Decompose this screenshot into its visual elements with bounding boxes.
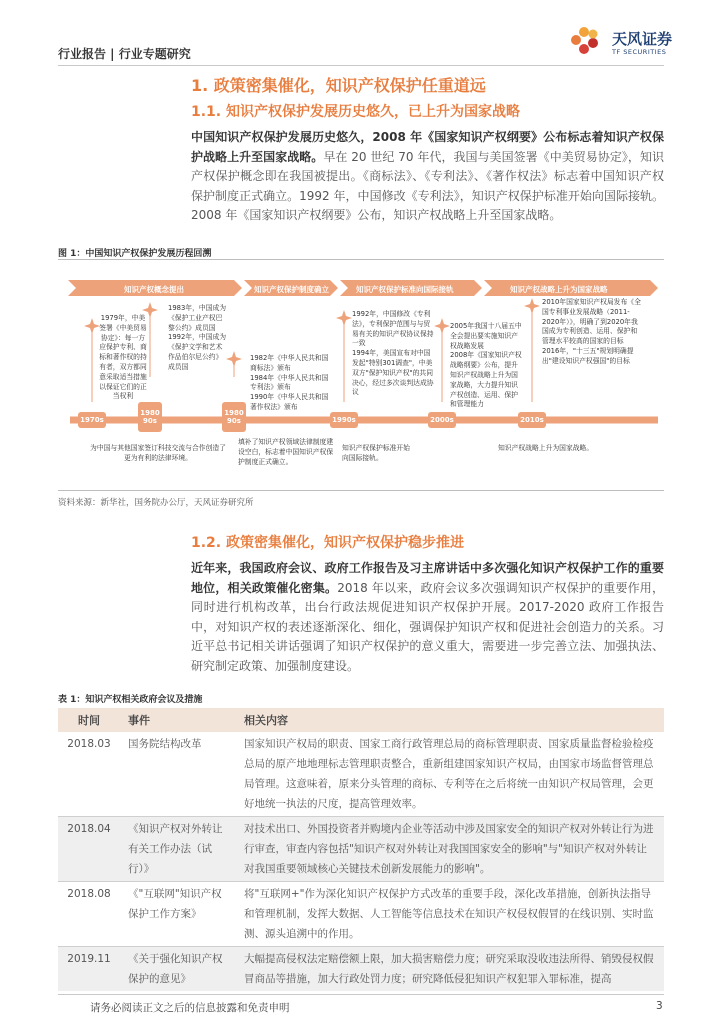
cell-content: 将"互联网+"作为深化知识产权保护方式改革的重要手段，深化改革措施，创新执法指导和管理机制，发挥大数据、人工智能等信息技术在知识产权侵权假冒的在线识别、实时监测、源头追溯中的作用。 <box>236 882 664 947</box>
sparkle-icon <box>434 318 450 334</box>
footer-divider <box>58 994 664 995</box>
figure-top-divider <box>58 259 664 260</box>
timeline-event: 2005年我国十八届五中全会提出要实施知识产权战略发展 2008年《国家知识产权战略纲要》公布，提升知识产权战略上升为国家战略，大力提升知识产权创造、运用、保护和管理能力 <box>450 322 522 409</box>
timeline-event: 1982年《中华人民共和国商标法》颁布 1984年《中华人民共和国专利法》颁布 1990年《中华人民共和国著作权法》颁布 <box>250 354 329 411</box>
table-caption: 表 1：知识产权相关政府会议及措施 <box>58 695 203 705</box>
sparkle-icon <box>226 351 242 367</box>
brand-name-en: TF SECURITIES <box>612 48 667 56</box>
timeline-figure <box>58 262 664 488</box>
cell-time: 2018.08 <box>58 882 120 947</box>
decade-label: 1970s <box>80 416 104 424</box>
cell-event: 《知识产权对外转让有关工作办法（试行）》 <box>120 817 236 882</box>
sparkle-icon <box>524 298 540 314</box>
segment-label: 知识产权概念提出 <box>124 285 184 294</box>
segment-label: 知识产权战略上升为国家战略 <box>510 285 608 294</box>
cell-content: 大幅提高侵权法定赔偿额上限，加大损害赔偿力度；研究采取没收违法所得、销毁侵权假冒商品等措施，加大行政处罚力度；研究降低侵犯知识产权犯罪入罪标准，提高 <box>236 947 664 992</box>
timeline-event: 1983年，中国成为《保护工业产权巴黎公约》成员国 1992年，中国成为《保护文学和艺术作品伯尔尼公约》成员国 <box>168 304 227 371</box>
table-row <box>58 817 664 882</box>
decade-label: 1980 90s <box>224 409 244 425</box>
figure-caption: 图 1：中国知识产权保护发展历程回溯 <box>58 249 212 259</box>
header-divider <box>58 65 664 66</box>
cell-event: 《"互联网"知识产权保护工作方案》 <box>120 882 236 947</box>
lead-sentence: 近年来，我国政府会议、政府工作报告及习主席讲话中多次强化知识产权保护工作的重要地位，相关政策催化密集。 <box>191 561 664 595</box>
cell-content: 国家知识产权局的职责、国家工商行政管理总局的商标管理职责、国家质量监督检验检疫总局的原产地地理标志管理职责整合，重新组建国家知识产权局，由国家市场监督管理总局管理。这意味着，原来分头管理的商标、专利等在之后将统一由知识产权局管理，会更好地统一执法的尺度，提高管理效率。 <box>236 732 664 817</box>
body-text: 早在 20 世纪 70 年代，我国与美国签署《中美贸易协定》，知识产权保护概念即在我国被提出。《商标法》、《专利法》、《著作权法》标志着中国知识产权保护制度正式确立。1992 年，中国修改《专利法》，知识产权保护标准开始向国际接轨。2008 年《国家知识产权纲要》公布，知识产权战略上升至国家战略。 <box>191 149 664 222</box>
figure-source: 资料来源：新华社，国务院办公厅，天风证券研究所 <box>58 498 254 508</box>
body-text: 2018 年以来，政府会议多次强调知识产权保护的重要作用，同时进行机构改革，出台行政法规促进知识产权保护开展。2017-2020 政府工作报告中，对知识产权的表述逐渐深化、细化，强调保护知识产权和促进社会创造力的关系。习近平总书记相关讲话强调了知识产权保护的意义重大，需要进一步完善立法、加强执法、研究制定政策、加强制度建设。 <box>191 580 664 673</box>
section-1-2-paragraph <box>191 559 664 676</box>
decade-label: 2010s <box>520 416 544 424</box>
cell-time: 2018.04 <box>58 817 120 882</box>
page-number: 3 <box>656 1000 663 1012</box>
footer-disclaimer: 请务必阅读正文之后的信息披露和免责申明 <box>90 1002 290 1014</box>
timeline-event: 2010年国家知识产权局发布《全国专利事业发展战略（2011-2020年）》，明确了到2020年我国成为专利创造、运用、保护和管理水平较高的国家的目标 2016年，"十三五"规划明确提出"建设知识产权强国"的目标 <box>542 298 641 365</box>
timeline-note: 填补了知识产权领域法律制度建设空白，标志着中国知识产权保护制度正式确立。 <box>238 438 334 466</box>
table-header-row <box>58 708 664 732</box>
section-1-2-title: 1.2. 政策密集催化，知识产权保护稳步推进 <box>191 535 464 551</box>
column-header: 事件 <box>120 708 236 732</box>
sparkle-icon <box>336 310 352 326</box>
section-1-1-title: 1.1. 知识产权保护发展历史悠久，已上升为国家战略 <box>191 104 520 120</box>
flower-icon <box>571 27 598 54</box>
lead-sentence: 中国知识产权保护发展历史悠久，2008 年《国家知识产权纲要》公布标志着知识产权保护战略上升至国家战略。 <box>191 130 664 164</box>
cell-content: 对技术出口、外国投资者并购境内企业等活动中涉及国家安全的知识产权对外转让行为进行审查，审查内容包括"知识产权对外转让对我国国家安全的影响"与"知识产权对外转让对我国重要领域核心关键技术创新发展能力的影响"。 <box>236 817 664 882</box>
brand-name: 天风证券 <box>612 30 673 48</box>
figure-bottom-divider <box>58 490 664 491</box>
timeline-event: 1992年，中国修改《专利法》，专利保护范围与与贸易有关的知识产权协议保持一致 1994年，美国宣布对中国发起"特别301调查"，中美双方"保护知识产权"的共同决心，经过多次谈判达成协议 <box>352 310 434 397</box>
table-row <box>58 882 664 947</box>
cell-time: 2019.11 <box>58 947 120 992</box>
decade-label: 1990s <box>332 416 356 424</box>
decade-label: 2000s <box>430 416 454 424</box>
segment-label: 知识产权保护标准向国际接轨 <box>356 285 454 294</box>
section-1-title: 1. 政策密集催化，知识产权保护任重道远 <box>191 76 486 95</box>
cell-event: 国务院结构改革 <box>120 732 236 817</box>
timeline-event: 1979年，中美签署《中美贸易协定》：每一方应保护专利、商标和著作权的持有者，双方都同意采取适当措施以保证它们的正当权利 <box>99 314 147 401</box>
cell-time: 2018.03 <box>58 732 120 817</box>
report-category: 行业报告 | 行业专题研究 <box>58 47 191 61</box>
column-header: 相关内容 <box>236 708 664 732</box>
table-row <box>58 947 664 992</box>
table-row <box>58 732 664 817</box>
timeline-note: 为中国与其他国家签订科技交流与合作创造了更为有利的法律环境。 <box>90 444 226 462</box>
segment-label: 知识产权保护制度确立 <box>254 285 329 294</box>
cell-event: 《关于强化知识产权保护的意见》 <box>120 947 236 992</box>
column-header: 时间 <box>58 708 120 732</box>
timeline-note: 知识产权保护标准开始向国际接轨。 <box>342 444 410 462</box>
timeline-note: 知识产权战略上升为国家战略。 <box>498 444 594 452</box>
policy-table <box>58 708 664 991</box>
decade-label: 1980 90s <box>140 409 160 425</box>
section-1-1-paragraph <box>191 128 664 226</box>
